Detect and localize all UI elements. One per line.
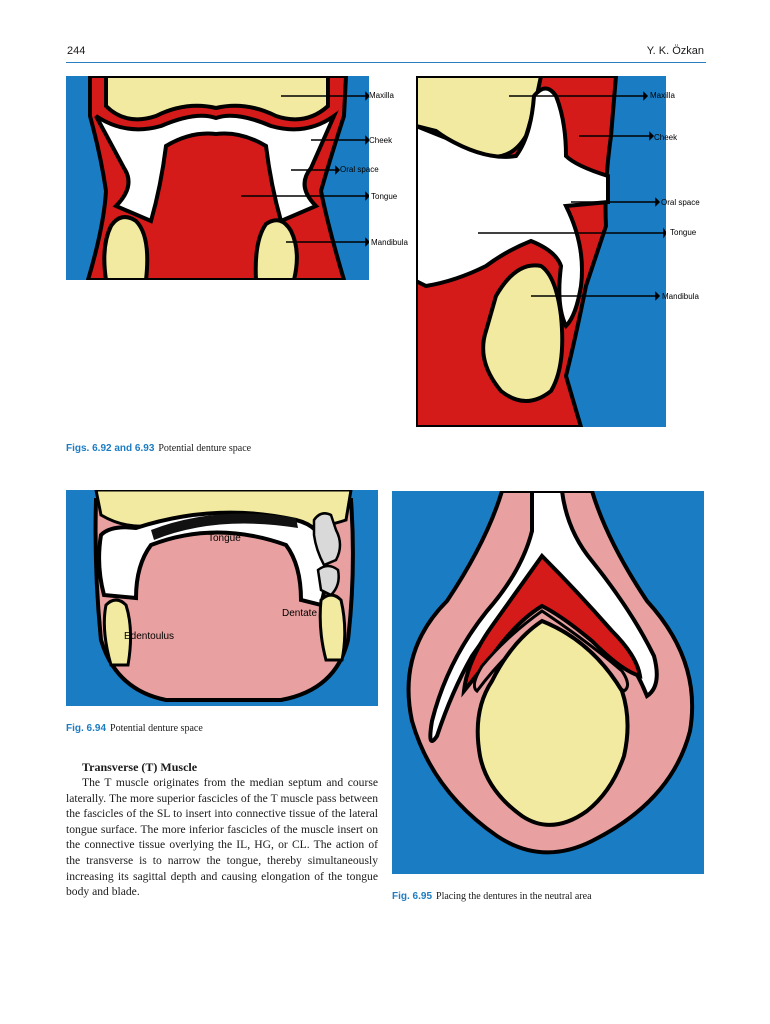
figure-6-93-illustration [416, 76, 666, 427]
caption-fig-6-94 [66, 723, 203, 735]
label-maxilla-2: Maxilla [650, 91, 675, 100]
caption-id: Fig. 6.95 [392, 891, 433, 902]
label-tongue: Tongue [371, 192, 398, 201]
caption-text: Potential denture space [158, 443, 252, 454]
figure-6-95 [392, 491, 704, 874]
header-rule [66, 62, 706, 63]
caption-text: Placing the dentures in the neutral area [436, 891, 592, 902]
label-mandibula-2: Mandibula [662, 292, 699, 301]
caption-text: Potential denture space [110, 723, 203, 734]
figure-6-94-illustration [66, 490, 378, 706]
caption-fig-6-95 [392, 891, 592, 903]
label-tongue-3: Tongue [208, 533, 241, 544]
figure-6-93 [416, 76, 666, 427]
caption-id: Figs. 6.92 and 6.93 [66, 443, 155, 454]
figure-6-94 [66, 490, 378, 706]
figure-6-92 [66, 76, 369, 280]
page-number: 244 [67, 45, 86, 57]
figure-6-95-illustration [392, 491, 704, 874]
label-dentate: Dentate [282, 608, 318, 619]
label-edentulous: Edentoulus [124, 631, 175, 642]
label-mandibula: Mandibula [371, 238, 408, 247]
caption-figs-6-92-6-93 [66, 443, 251, 455]
figure-6-92-illustration [66, 76, 369, 280]
running-head-author: Y. K. Özkan [646, 45, 704, 57]
label-tongue-2: Tongue [670, 228, 697, 237]
body-paragraph: The T muscle originates from the median septum and course laterally. The more superior fascicles of the T muscle pass between the fascicles of the SL to insert into connective tissue of the lateral tongue surface. The more inferior fascicles of the muscle insert on the connective tissue overlying the IL, HG, or CL. The action of the transverse is to narrow the tongue, thereby simultaneously increasing its sagittal depth and causing elongation of the tongue body and blade. [66, 776, 378, 899]
caption-id: Fig. 6.94 [66, 723, 107, 734]
section-heading: Transverse (T) Muscle [82, 760, 198, 774]
label-maxilla: Maxilla [369, 91, 394, 100]
label-cheek: Cheek [369, 136, 393, 145]
label-oral-space-2: Oral space [661, 198, 700, 207]
label-oral-space: Oral space [340, 165, 379, 174]
label-cheek-2: Cheek [654, 133, 678, 142]
